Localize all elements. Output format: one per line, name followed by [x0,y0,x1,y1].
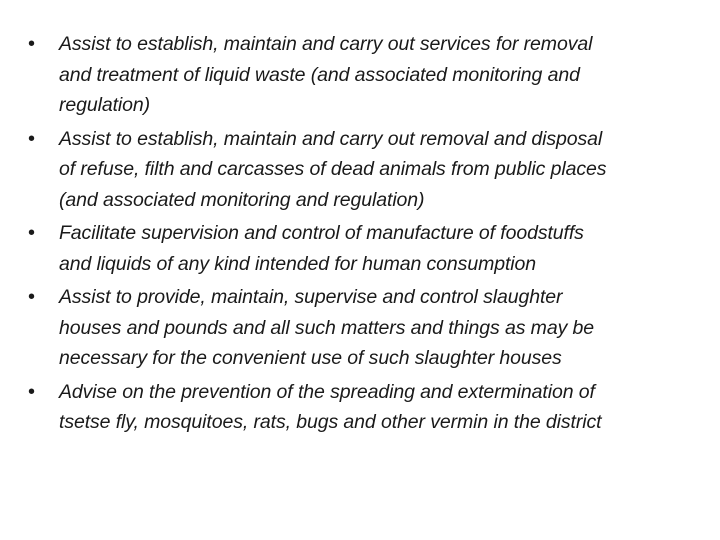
list-item [24,218,696,279]
list-item [24,29,696,121]
bullet-list [24,29,696,441]
bullet-line: Assist to establish, maintain and carry out removal and disposal [59,127,603,150]
bullet-line: necessary for the convenient use of such slaughter houses [59,347,562,369]
bullet-icon: • [28,127,35,150]
bullet-icon: • [28,286,35,308]
list-item [24,124,696,216]
bullet-line: Assist to establish, maintain and carry out services for removal [59,33,593,55]
bullet-line: regulation) [59,94,151,116]
bullet-line: (and associated monitoring and regulation) [59,188,425,211]
bullet-line: and treatment of liquid waste (and associated monitoring and [59,63,580,86]
list-item [24,377,696,438]
bullet-line: of refuse, filth and carcasses of dead animals from public places [59,158,607,180]
bullet-line: houses and pounds and all such matters and things as may be [59,316,595,339]
bullet-icon: • [28,33,35,55]
list-item [24,282,696,374]
bullet-line: tsetse fly, mosquitoes, rats, bugs and other vermin in the district [59,411,602,433]
bullet-line: Facilitate supervision and control of manufacture of foodstuffs [59,222,584,244]
bullet-line: and liquids of any kind intended for human consumption [59,252,536,275]
bullet-line: Advise on the prevention of the spreading and extermination of [59,380,595,403]
bullet-line: Assist to provide, maintain, supervise and control slaughter [59,286,563,308]
bullet-icon: • [28,222,35,244]
bullet-icon: • [28,380,35,403]
